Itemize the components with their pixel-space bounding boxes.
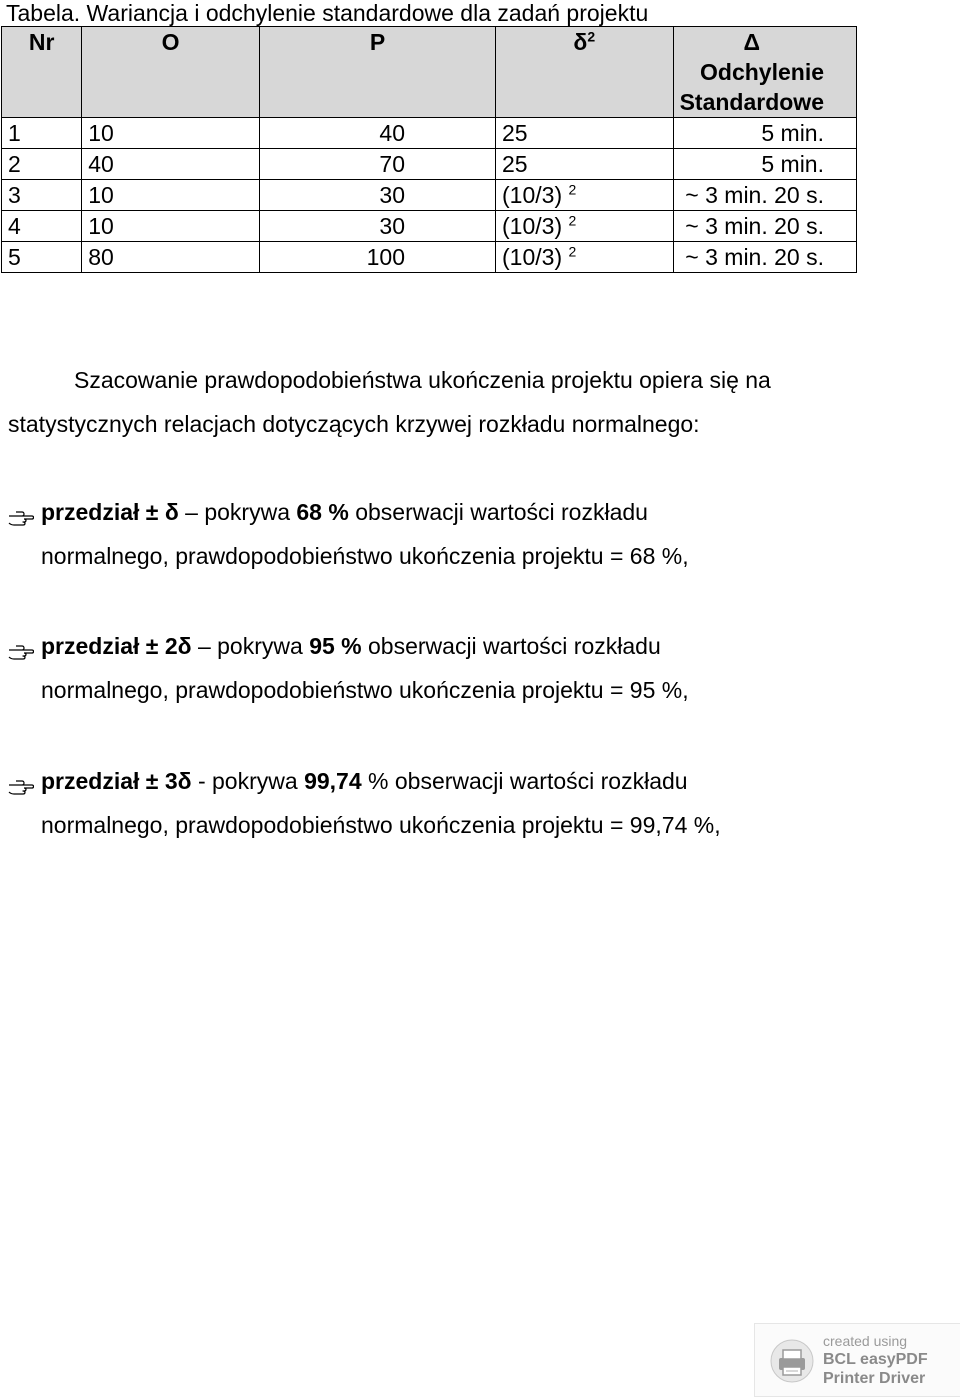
cell-nr: 2 [2, 149, 82, 180]
cell-p: 30 [259, 180, 495, 211]
cell-nr: 1 [2, 118, 82, 149]
cell-variance-exp: 2 [568, 243, 577, 260]
bullet-label: przedział ± 2δ [41, 633, 192, 659]
cell-variance [496, 118, 674, 149]
bullet-pre: pokrywa [217, 633, 310, 659]
watermark [754, 1323, 960, 1397]
bullet-label: przedział ± δ [41, 499, 179, 525]
bullet-post: obserwacji wartości rozkładu [361, 633, 661, 659]
cell-variance-base: (10/3) [502, 244, 563, 270]
cell-std-dev: 5 min. [673, 149, 856, 180]
bullet-line-1 [41, 759, 948, 803]
bullet-label: przedział ± 3δ [41, 768, 192, 794]
bullet-line-1 [41, 490, 948, 534]
table-row [2, 242, 857, 273]
watermark-line-2: BCL easyPDF [823, 1351, 928, 1368]
table-caption: Tabela. Wariancja i odchylenie standardowe dla zadań projektu [6, 0, 649, 26]
table-row [2, 211, 857, 242]
cell-variance [496, 149, 674, 180]
header-nr: Nr [2, 27, 82, 118]
intro-line-1: Szacowanie prawdopodobieństwa ukończenia projektu opiera się na [74, 367, 771, 393]
watermark-line-3: Printer Driver [823, 1370, 926, 1387]
cell-std-dev: ~ 3 min. 20 s. [673, 242, 856, 273]
bullet-line-2: normalnego, prawdopodobieństwo ukończenia projektu = 95 %, [41, 677, 689, 703]
table-row [2, 180, 857, 211]
printer-logo-icon [769, 1338, 815, 1384]
cell-variance-exp: 2 [568, 212, 577, 229]
table-row [2, 149, 857, 180]
cell-o: 10 [82, 118, 260, 149]
header-variance-exp: 2 [587, 28, 596, 45]
header-std-dev-symbol: Δ [743, 29, 761, 55]
table-header-row [2, 27, 857, 118]
cell-nr: 3 [2, 180, 82, 211]
cell-p: 40 [259, 118, 495, 149]
bullet-value: 99,74 [304, 768, 362, 794]
cell-variance-base: 25 [502, 120, 528, 146]
intro-line-2: statystycznych relacjach dotyczących krzywej rozkładu normalnego: [8, 411, 700, 437]
bullet-value: 95 % [309, 633, 362, 659]
bullet-line-1 [41, 624, 948, 668]
bullet-dash: - [191, 768, 213, 794]
bullet-line-2: normalnego, prawdopodobieństwo ukończenia projektu = 99,74 %, [41, 812, 721, 838]
cell-p: 100 [259, 242, 495, 273]
header-std-dev [673, 27, 856, 118]
cell-nr: 5 [2, 242, 82, 273]
cell-o: 80 [82, 242, 260, 273]
bullet-value: 68 % [296, 499, 349, 525]
cell-p: 30 [259, 211, 495, 242]
bullet-post: obserwacji wartości rozkładu [348, 499, 648, 525]
cell-std-dev: ~ 3 min. 20 s. [673, 211, 856, 242]
bullet-item [8, 759, 948, 847]
header-variance [496, 27, 674, 118]
variance-table [1, 26, 857, 273]
cell-variance-base: (10/3) [502, 213, 563, 239]
bullet-post: % obserwacji wartości rozkładu [361, 768, 688, 794]
cell-variance-base: 25 [502, 151, 528, 177]
pointing-hand-icon [8, 498, 34, 518]
cell-nr: 4 [2, 211, 82, 242]
cell-o: 10 [82, 180, 260, 211]
cell-std-dev: 5 min. [673, 118, 856, 149]
cell-variance [496, 242, 674, 273]
cell-o: 10 [82, 211, 260, 242]
bullet-item [8, 624, 948, 712]
cell-variance [496, 180, 674, 211]
table-row [2, 118, 857, 149]
watermark-line-1: created using [823, 1333, 908, 1349]
intro-paragraph [8, 358, 948, 446]
header-variance-base: δ [573, 29, 588, 55]
cell-std-dev: ~ 3 min. 20 s. [673, 180, 856, 211]
bullet-line-2: normalnego, prawdopodobieństwo ukończenia projektu = 68 %, [41, 543, 689, 569]
cell-variance-base: (10/3) [502, 182, 563, 208]
header-std-dev-line1: Odchylenie [700, 59, 824, 85]
header-o: O [82, 27, 260, 118]
cell-variance [496, 211, 674, 242]
cell-p: 70 [259, 149, 495, 180]
cell-variance-exp: 2 [568, 181, 577, 198]
cell-o: 40 [82, 149, 260, 180]
bullet-pre: pokrywa [204, 499, 297, 525]
pointing-hand-icon [8, 632, 34, 652]
bullet-dash: – [178, 499, 205, 525]
pointing-hand-icon [8, 767, 34, 787]
header-std-dev-line2: Standardowe [679, 89, 824, 115]
header-p: P [259, 27, 495, 118]
bullet-item [8, 490, 948, 578]
bullet-pre: pokrywa [212, 768, 305, 794]
bullet-dash: – [191, 633, 218, 659]
